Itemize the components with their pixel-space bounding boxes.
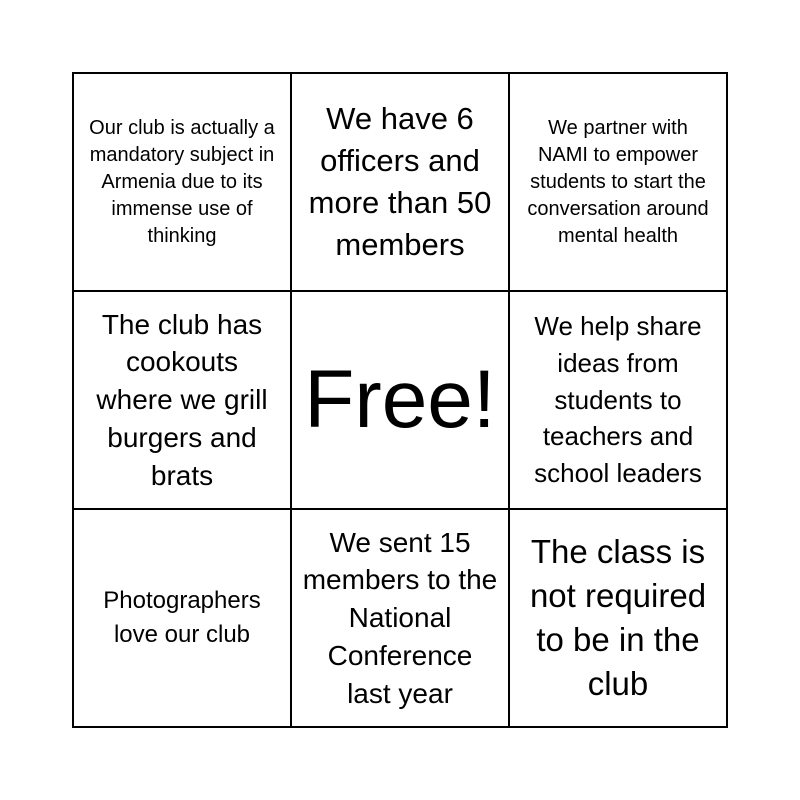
- bingo-cell-r3c2[interactable]: [292, 510, 510, 728]
- bingo-cell-r2c3[interactable]: [510, 292, 728, 510]
- bingo-cell-text: We help share ideas from students to teachers and school leaders: [534, 310, 702, 489]
- bingo-cell-text: The class is not required to be in the club: [529, 532, 707, 703]
- bingo-cell-r3c1[interactable]: [74, 510, 292, 728]
- bingo-cell-r1c3[interactable]: [510, 74, 728, 292]
- bingo-cell-r3c3[interactable]: [510, 510, 728, 728]
- free-space-label: Free!: [304, 354, 496, 445]
- bingo-cell-text: Photographers love our club: [103, 586, 261, 648]
- bingo-cell-text: We sent 15 members to the National Conference last year: [302, 526, 498, 709]
- bingo-free-space[interactable]: [292, 292, 510, 510]
- bingo-cell-r1c2[interactable]: [292, 74, 510, 292]
- bingo-board: [72, 72, 728, 728]
- bingo-cell-r1c1[interactable]: [74, 74, 292, 292]
- bingo-cell-text: Our club is actually a mandatory subject in Armenia due to its immense use of thinking: [89, 116, 275, 247]
- bingo-cell-text: We partner with NAMI to empower students to start the conversation around mental health: [527, 116, 709, 247]
- bingo-cell-r2c1[interactable]: [74, 292, 292, 510]
- bingo-cell-text: We have 6 officers and more than 50 members: [308, 101, 492, 262]
- bingo-cell-text: The club has cookouts where we grill burgers and brats: [96, 308, 268, 491]
